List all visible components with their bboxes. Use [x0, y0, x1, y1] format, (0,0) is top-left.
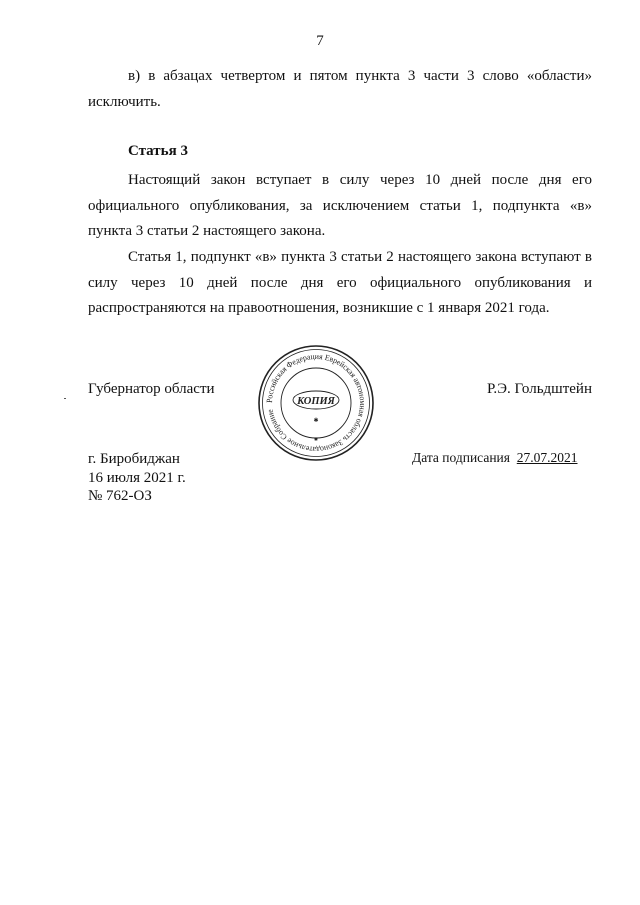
signatory-position: Губернатор области: [88, 381, 215, 397]
signing-label: Дата подписания: [412, 450, 510, 465]
article-heading: Статья 3: [128, 143, 188, 159]
signing-date: 27.07.2021: [516, 450, 578, 465]
page-number: 7: [316, 33, 324, 49]
scan-speck: [64, 398, 66, 399]
law-date: 16 июля 2021 г.: [88, 469, 186, 486]
paragraph-exception: Статья 1, подпункт «в» пункта 3 статьи 2 настоящего закона вступают в силу через 10 дней после дня его официального опубликования и распространяются на правоотношения, возникшие с 1 января 2021 года.: [88, 249, 592, 316]
law-number: № 762-ОЗ: [88, 488, 152, 504]
official-seal: [256, 343, 376, 463]
place-block: [88, 450, 186, 506]
seal-ring-text: Российская Федерация Еврейская автономная область Законодательное Собрание: [264, 351, 368, 455]
paragraph-amendment: в) в абзацах четвертом и пятом пункта 3 части 3 слово «области» исключить.: [88, 68, 592, 110]
city: г. Биробиджан: [88, 451, 180, 467]
signing-date-line: [412, 450, 578, 466]
seal-star-icon-lower: ✱: [313, 438, 319, 443]
signatory-name: Р.Э. Гольдштейн: [486, 381, 592, 397]
seal-center-text: КОПИЯ: [297, 396, 335, 407]
seal-star-icon: ✱: [313, 418, 319, 424]
paragraph-effective-date: Настоящий закон вступает в силу через 10 дней после дня его официального опубликования, за исключением статьи 1, подпункта «в» пункта 3 статьи 2 настоящего закона.: [88, 172, 592, 239]
